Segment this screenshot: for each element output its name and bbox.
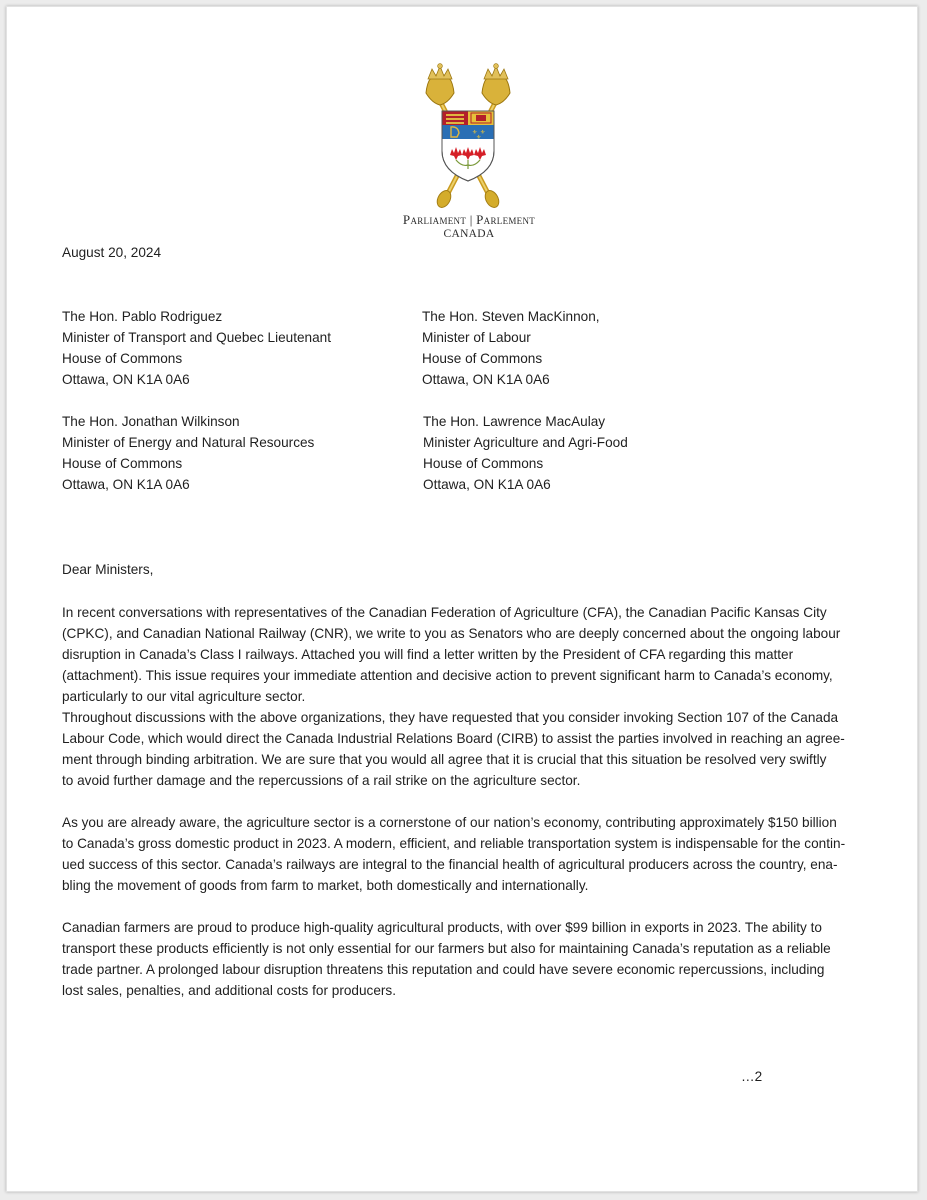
recipient-name: The Hon. Pablo Rodriguez bbox=[62, 309, 223, 324]
body-paragraph bbox=[62, 602, 882, 707]
recipient-address-block bbox=[62, 306, 331, 390]
paragraph-line: Canadian farmers are proud to produce high-quality agricultural products, with over $99 billion in exports in 2023. The ability to bbox=[62, 920, 822, 935]
recipient-office: House of Commons bbox=[422, 351, 543, 366]
paragraph-line: ued success of this sector. Canada’s railways are integral to the financial health of agricultural producers across the country, ena- bbox=[62, 857, 838, 872]
page-continuation-marker: …2 bbox=[741, 1069, 763, 1084]
paragraph-line: to Canada’s gross domestic product in 2023. A modern, efficient, and reliable transportation system is indispensable for the contin- bbox=[62, 836, 846, 851]
salutation: Dear Ministers, bbox=[62, 562, 154, 577]
parliament-crest-icon bbox=[418, 63, 518, 213]
paragraph-line: Labour Code, which would direct the Canada Industrial Relations Board (CIRB) to assist the parties involved in reaching an agree- bbox=[62, 731, 845, 746]
paragraph-line: In recent conversations with representatives of the Canadian Federation of Agriculture (CFA), the Canadian Pacific Kansas City bbox=[62, 605, 827, 620]
recipient-name: The Hon. Lawrence MacAulay bbox=[423, 414, 606, 429]
letter-date: August 20, 2024 bbox=[62, 245, 162, 260]
recipient-title: Minister of Energy and Natural Resources bbox=[62, 435, 315, 450]
wordmark-canada: CANADA bbox=[443, 228, 495, 240]
letter-page bbox=[6, 6, 918, 1192]
recipient-title: Minister of Transport and Quebec Lieutenant bbox=[62, 330, 332, 345]
wordmark-parliament-parlement: Parliament | Parlement bbox=[402, 212, 536, 227]
recipient-address: Ottawa, ON K1A 0A6 bbox=[62, 372, 190, 387]
recipient-address-block bbox=[422, 306, 600, 390]
recipient-name: The Hon. Steven MacKinnon, bbox=[422, 309, 600, 324]
recipient-address: Ottawa, ON K1A 0A6 bbox=[423, 477, 551, 492]
paragraph-line: lost sales, penalties, and additional costs for producers. bbox=[62, 983, 396, 998]
recipient-address: Ottawa, ON K1A 0A6 bbox=[62, 477, 190, 492]
paragraph-line: disruption in Canada’s Class I railways. Attached you will find a letter written by the President of CFA regarding this matter bbox=[62, 647, 794, 662]
paragraph-line: ment through binding arbitration. We are sure that you would all agree that it is crucial that this situation be resolved very swiftly bbox=[62, 752, 827, 767]
recipient-address: Ottawa, ON K1A 0A6 bbox=[422, 372, 550, 387]
recipient-office: House of Commons bbox=[62, 456, 183, 471]
recipient-title: Minister Agriculture and Agri-Food bbox=[423, 435, 628, 450]
recipient-address-block bbox=[62, 411, 314, 495]
paragraph-line: particularly to our vital agriculture sector. bbox=[62, 689, 306, 704]
svg-text:⚜: ⚜ bbox=[480, 130, 486, 136]
body-paragraph bbox=[62, 812, 882, 896]
paragraph-line: (CPKC), and Canadian National Railway (CNR), we write to you as Senators who are deeply concerned about the ongoing labour bbox=[62, 626, 841, 641]
recipient-office: House of Commons bbox=[423, 456, 544, 471]
recipient-title: Minister of Labour bbox=[422, 330, 531, 345]
body-paragraph bbox=[62, 707, 882, 791]
paragraph-line: trade partner. A prolonged labour disruption threatens this reputation and could have severe economic repercussions, including bbox=[62, 962, 825, 977]
paragraph-line: (attachment). This issue requires your immediate attention and decisive action to prevent significant harm to Canada’s economy, bbox=[62, 668, 833, 683]
recipient-address-block bbox=[423, 411, 628, 495]
paragraph-line: bling the movement of goods from farm to market, both domestically and internationally. bbox=[62, 878, 589, 893]
svg-text:⚜: ⚜ bbox=[472, 130, 478, 136]
paragraph-line: transport these products efficiently is not only essential for our farmers but also for maintaining Canada’s reputation as a reliable bbox=[62, 941, 831, 956]
recipient-name: The Hon. Jonathan Wilkinson bbox=[62, 414, 240, 429]
paragraph-line: As you are already aware, the agriculture sector is a cornerstone of our nation’s economy, contributing approximately $150 billion bbox=[62, 815, 837, 830]
paragraph-line: Throughout discussions with the above organizations, they have requested that you consider invoking Section 107 of the Canada bbox=[62, 710, 839, 725]
shield-icon bbox=[442, 111, 494, 181]
recipient-office: House of Commons bbox=[62, 351, 183, 366]
body-paragraph bbox=[62, 917, 882, 1001]
paragraph-line: to avoid further damage and the repercussions of a rail strike on the agriculture sector. bbox=[62, 773, 581, 788]
svg-text:⚜: ⚜ bbox=[476, 135, 482, 141]
parliament-wordmark bbox=[376, 213, 562, 241]
